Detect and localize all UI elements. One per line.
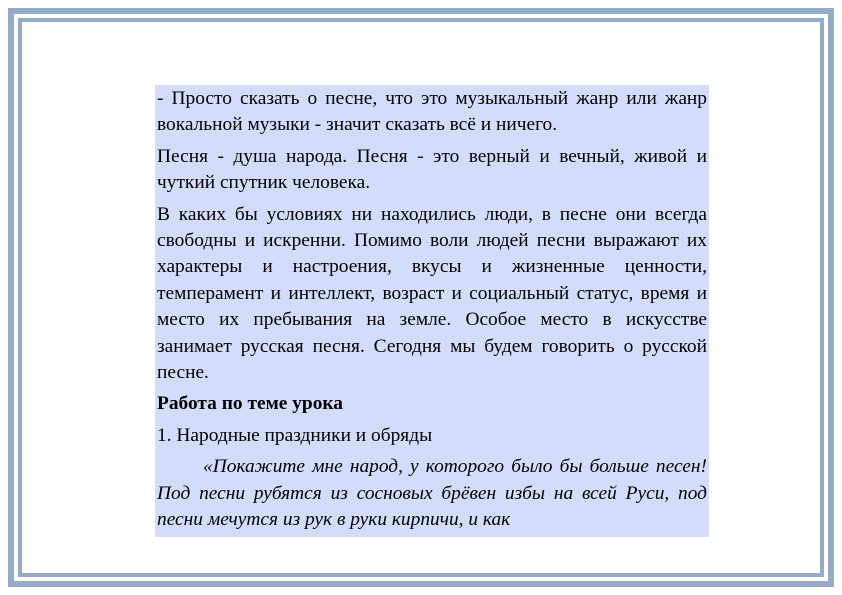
section-heading: Работа по теме урока: [157, 393, 343, 415]
quote-text: «Покажите мне народ, у которого было бы больше песен! Под песни рубятся из сосновых брёвен избы на всей Руси, под песни мечутся из рук в руки кирпичи, и как: [157, 456, 707, 531]
paragraph-song-values: В каких бы условиях ни находились люди, в песне они всегда свободны и искренни. Помимо воли людей песни выражают их характеры и настроения, вкусы и жизненные ценности, темперамент и интеллект, возраст и социальный статус, время и место их пребывания на земле. Особое место в искусстве занимает русская песня. Сегодня мы будем говорить о русской песне.: [157, 203, 707, 384]
list-item-folk-holidays: 1. Народные праздники и обряды: [157, 424, 433, 446]
paragraph-intro: - Просто сказать о песне, что это музыкальный жанр или жанр вокальной музыки - значит сказать всё и ничего.: [157, 88, 707, 136]
slide-text-block: [155, 85, 709, 537]
paragraph-song-soul: Песня - душа народа. Песня - это верный и вечный, живой и чуткий спутник человека.: [157, 145, 707, 194]
